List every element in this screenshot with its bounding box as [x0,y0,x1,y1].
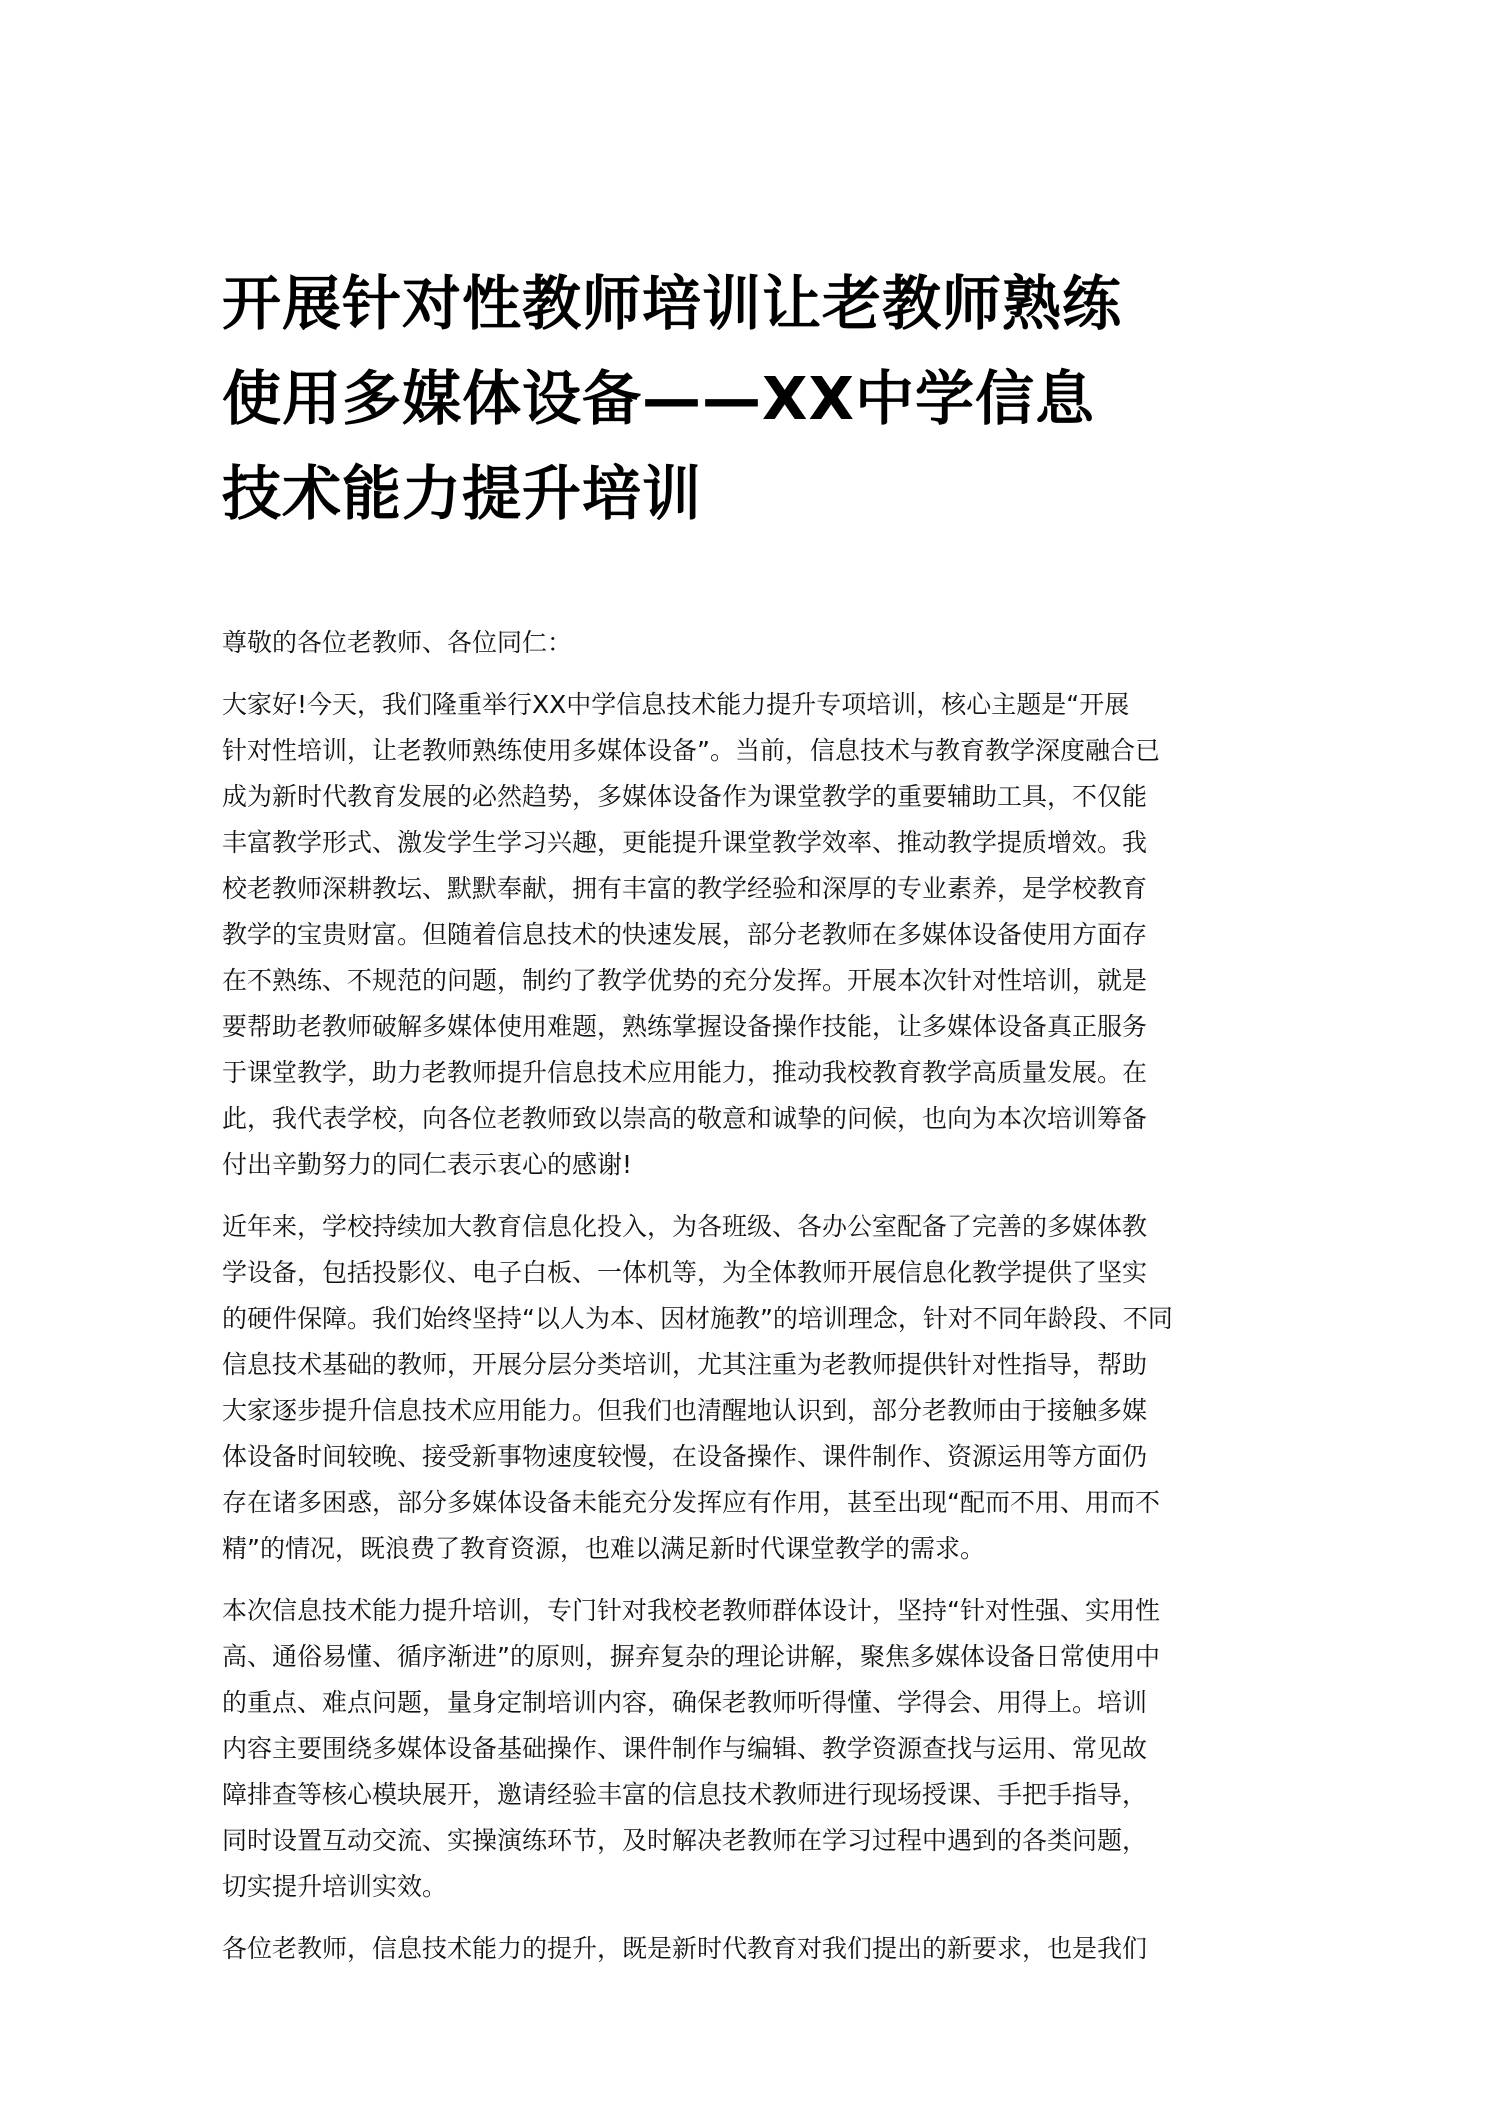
body-paragraph [222,1588,1282,1910]
body-paragraph [222,1204,1282,1572]
text-line: 近年来，学校持续加大教育信息化投入，为各班级、各办公室配备了完善的多媒体教 [222,1212,1148,1241]
text-line: 本次信息技术能力提升培训，专门针对我校老教师群体设计，坚持“针对性强、实用性 [222,1596,1160,1625]
text-line: 教学的宝贵财富。但随着信息技术的快速发展，部分老教师在多媒体设备使用方面存 [222,920,1148,949]
text-line: 于课堂教学，助力老教师提升信息技术应用能力，推动我校教育教学高质量发展。在 [222,1058,1148,1087]
text-line: 校老教师深耕教坛、默默奉献，拥有丰富的教学经验和深厚的专业素养，是学校教育 [222,874,1148,903]
text-line: 在不熟练、不规范的问题，制约了教学优势的充分发挥。开展本次针对性培训，就是 [222,966,1148,995]
text-line: 要帮助老教师破解多媒体使用难题，熟练掌握设备操作技能，让多媒体设备真正服务 [222,1012,1148,1041]
document-title [222,256,1302,541]
body-paragraph [222,1926,1282,1972]
text-line: 存在诸多困惑，部分多媒体设备未能充分发挥应有作用，甚至出现“配而不用、用而不 [222,1488,1160,1517]
text-line: 障排查等核心模块展开，邀请经验丰富的信息技术教师进行现场授课、手把手指导， [222,1780,1148,1809]
text-line: 学设备，包括投影仪、电子白板、一体机等，为全体教师开展信息化教学提供了坚实 [222,1258,1148,1287]
body-paragraph [222,682,1282,1188]
text-line: 内容主要围绕多媒体设备基础操作、课件制作与编辑、教学资源查找与运用、常见故 [222,1734,1148,1763]
text-line: 高、通俗易懂、循序渐进”的原则，摒弃复杂的理论讲解，聚焦多媒体设备日常使用中 [222,1642,1160,1671]
text-line: 此，我代表学校，向各位老教师致以崇高的敬意和诚挚的问候，也向为本次培训筹备 [222,1104,1148,1133]
title-line: 使用多媒体设备——XX中学信息 [222,364,1095,433]
text-line: 大家好!今天，我们隆重举行XX中学信息技术能力提升专项培训，核心主题是“开展 [222,690,1130,719]
text-line: 精”的情况，既浪费了教育资源，也难以满足新时代课堂教学的需求。 [222,1534,985,1563]
text-line: 信息技术基础的教师，开展分层分类培训，尤其注重为老教师提供针对性指导，帮助 [222,1350,1148,1379]
text-line: 的硬件保障。我们始终坚持“以人为本、因材施教”的培训理念，针对不同年龄段、不同 [222,1304,1173,1333]
text-line: 丰富教学形式、激发学生学习兴趣，更能提升课堂教学效率、推动教学提质增效。我 [222,828,1148,857]
document-body [222,620,1282,1988]
title-line: 开展针对性教师培训让老教师熟练 [222,269,1123,338]
text-line: 付出辛勤努力的同仁表示衷心的感谢! [222,1150,633,1179]
text-line: 成为新时代教育发展的必然趋势，多媒体设备作为课堂教学的重要辅助工具，不仅能 [222,782,1148,811]
text-line: 大家逐步提升信息技术应用能力。但我们也清醒地认识到，部分老教师由于接触多媒 [222,1396,1148,1425]
title-line: 技术能力提升培训 [222,459,703,528]
salutation-paragraph [222,620,1282,666]
text-line: 的重点、难点问题，量身定制培训内容，确保老教师听得懂、学得会、用得上。培训 [222,1688,1148,1717]
text-line: 同时设置互动交流、实操演练环节，及时解决老教师在学习过程中遇到的各类问题， [222,1826,1148,1855]
text-line: 针对性培训，让老教师熟练使用多媒体设备”。当前，信息技术与教育教学深度融合已 [222,736,1160,765]
text-line: 切实提升培训实效。 [222,1872,448,1901]
text-line: 尊敬的各位老教师、各位同仁： [222,628,573,657]
text-line: 体设备时间较晚、接受新事物速度较慢，在设备操作、课件制作、资源运用等方面仍 [222,1442,1148,1471]
text-line: 各位老教师，信息技术能力的提升，既是新时代教育对我们提出的新要求，也是我们 [222,1934,1148,1963]
